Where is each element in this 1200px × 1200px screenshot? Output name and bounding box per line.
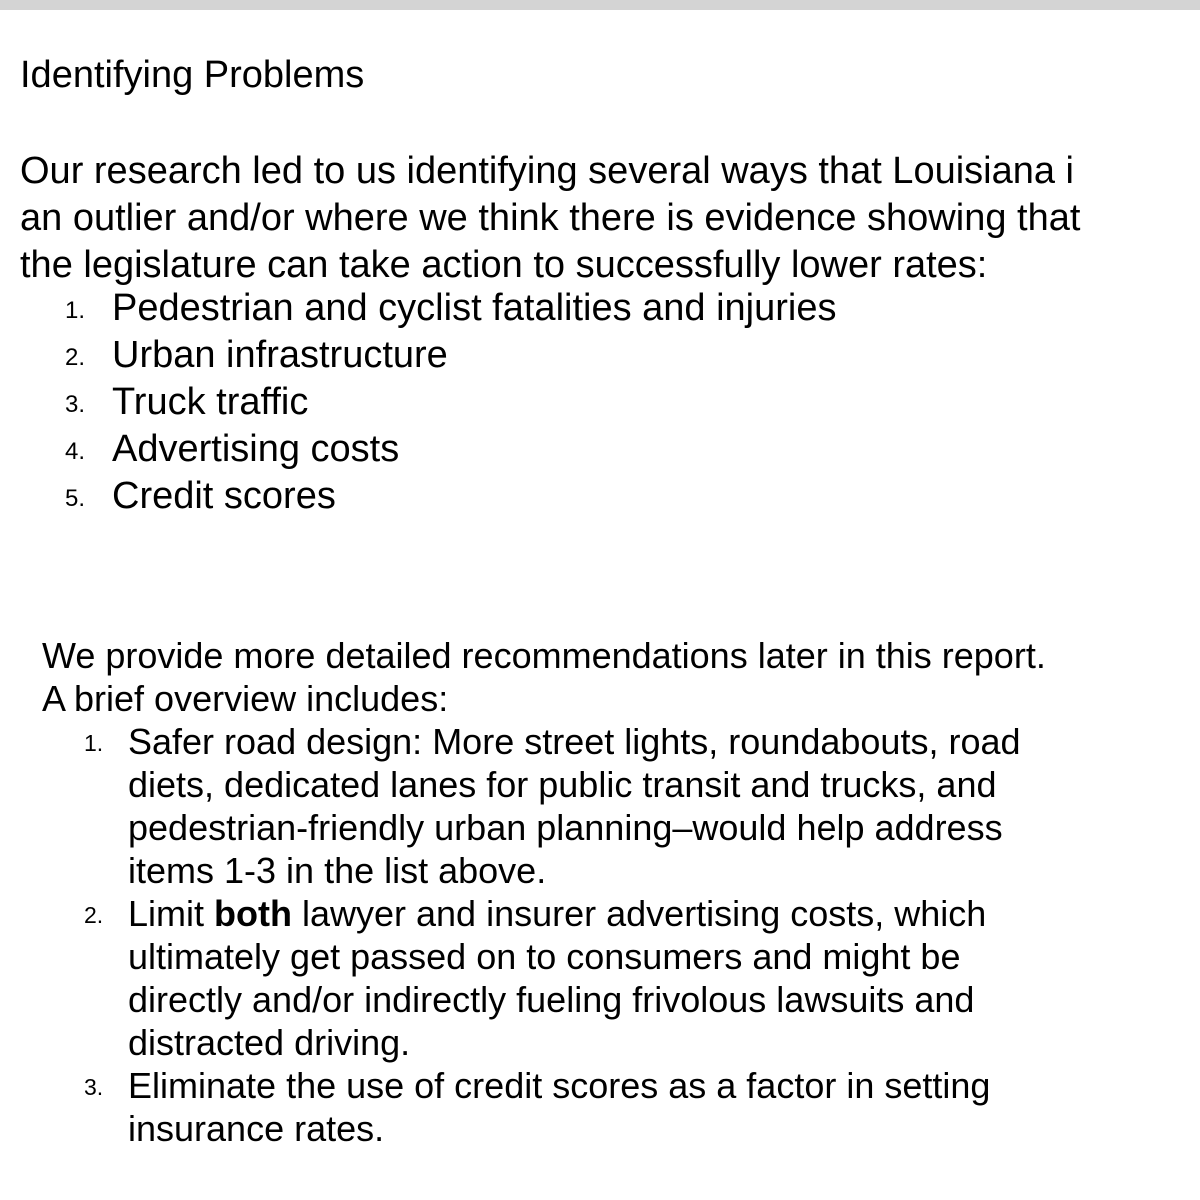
list-number: 2. — [84, 902, 104, 928]
detail-line: We provide more detailed recommendations later in this report. — [42, 635, 1046, 676]
text-line: diets, dedicated lanes for public transit and trucks, and — [128, 764, 997, 805]
recommendation-item — [42, 720, 1192, 892]
list-number: 3. — [65, 391, 86, 418]
list-number: 4. — [65, 438, 86, 465]
intro-line: an outlier and/or where we think there is evidence showing that — [20, 197, 1081, 239]
problem-text: Pedestrian and cyclist fatalities and injuries — [112, 287, 837, 329]
text-line: ultimately get passed on to consumers and might be — [128, 936, 961, 977]
text-segment: lawyer and insurer advertising costs, which — [291, 893, 987, 934]
text-line: distracted driving. — [128, 1022, 411, 1063]
text-line: directly and/or indirectly fueling frivolous lawsuits and — [128, 979, 975, 1020]
list-number: 2. — [65, 344, 86, 371]
problem-text: Urban infrastructure — [112, 334, 448, 376]
recommendation-item — [42, 892, 1192, 1064]
problem-text: Truck traffic — [112, 381, 309, 423]
list-number: 3. — [84, 1074, 104, 1100]
section-heading: Identifying Problems — [20, 54, 365, 96]
text-line: items 1-3 in the list above. — [128, 850, 547, 891]
detail-paragraph — [42, 634, 1046, 720]
list-number: 5. — [65, 485, 86, 512]
recommendation-text — [128, 1064, 1192, 1150]
recommendation-text — [128, 720, 1192, 892]
problem-text: Credit scores — [112, 475, 336, 517]
recommendation-list — [42, 720, 1192, 1150]
intro-paragraph — [20, 148, 1200, 289]
top-scroll-edge — [0, 0, 1200, 10]
text-line — [128, 892, 1192, 935]
text-segment: Limit — [128, 893, 215, 934]
text-line: Safer road design: More street lights, roundabouts, road — [128, 721, 1021, 762]
intro-line: Our research led to us identifying several ways that Louisiana i — [20, 150, 1074, 192]
recommendation-item — [42, 1064, 1192, 1150]
text-line: insurance rates. — [128, 1108, 385, 1149]
detail-line: A brief overview includes: — [42, 678, 449, 719]
text-line: pedestrian-friendly urban planning–would help address — [128, 807, 1003, 848]
problem-text: Advertising costs — [112, 428, 400, 470]
list-number: 1. — [65, 297, 86, 324]
emphasis-text: both — [214, 893, 292, 934]
recommendation-text — [128, 892, 1192, 1064]
intro-line: the legislature can take action to successfully lower rates: — [20, 244, 988, 286]
list-number: 1. — [84, 730, 104, 756]
text-line: Eliminate the use of credit scores as a factor in setting — [128, 1065, 991, 1106]
